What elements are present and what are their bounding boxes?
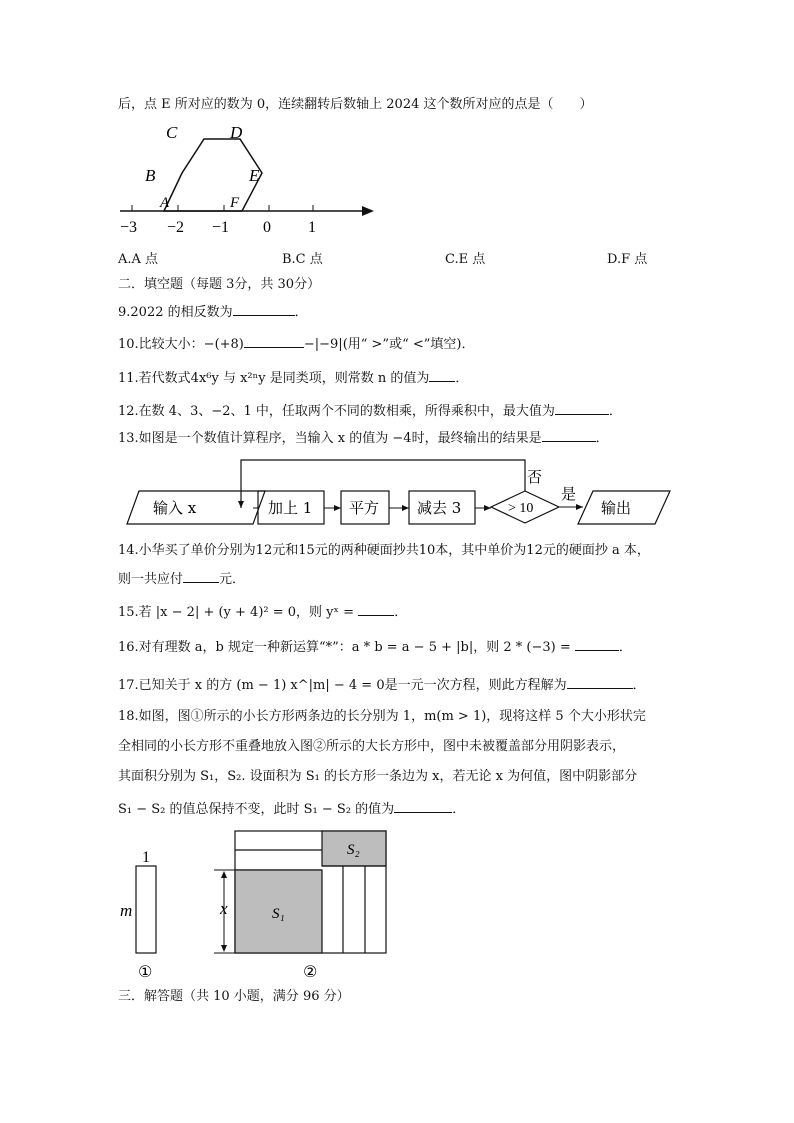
option-d: D.F 点 — [607, 252, 648, 267]
flow-no: 否 — [527, 468, 543, 486]
q11: 11.若代数式4x⁶y 与 x²ⁿy 是同类项，则常数 n 的值为 ． — [118, 371, 469, 386]
flow-output: 输出 — [601, 499, 632, 517]
q18-line1: 18.如图，图①所示的小长方形两条边的长分别为 1，m(m > 1)，现将这样 5 个大小形状完 — [118, 709, 646, 724]
label-B: B — [145, 166, 156, 185]
section-3-heading: 三．解答题（共 10 小题，满分 96 分） — [118, 989, 350, 1004]
flow-cond: > 10 — [508, 501, 534, 516]
hexagon-number-line-figure — [112, 118, 382, 238]
tick-0: 0 — [263, 219, 271, 236]
q16: 16.对有理数 a，b 规定一种新运算“*”：a * b = a − 5 + |b|，则 2 * (−3) = ． — [118, 640, 632, 655]
tick-1: 1 — [308, 219, 316, 236]
tick--3: −3 — [120, 219, 138, 236]
flow-add: 加上 1 — [268, 499, 313, 517]
option-b: B.C 点 — [282, 252, 323, 267]
q10: 10.比较大小：−(+8) −|−9|(用“ >”或“ <”填空)． — [118, 337, 475, 352]
q8-text: 后，点 E 所对应的数为 0，连续翻转后数轴上 2024 这个数所对应的点是（ ） — [118, 97, 593, 112]
fig-caption-1: ① — [138, 962, 153, 981]
fig-s2: S₂ — [347, 842, 360, 858]
fig-x: x — [220, 899, 228, 918]
tick--2: −2 — [167, 219, 185, 236]
option-a: A.A 点 — [118, 252, 159, 267]
q14-line2: 则一共应付 元． — [118, 572, 246, 587]
fig-one: 1 — [142, 849, 150, 866]
flow-sub: 减去 3 — [417, 499, 462, 517]
flow-square: 平方 — [349, 499, 380, 517]
q18-line2: 全相同的小长方形不重叠地放入图②所示的大长方形中，图中未被覆盖部分用阴影表示， — [118, 739, 626, 754]
label-E: E — [249, 166, 260, 185]
label-F: F — [230, 195, 240, 211]
q9: 9.2022 的相反数为 ． — [118, 305, 308, 320]
q14-line1: 14.小华买了单价分别为12元和15元的两种硬面抄共10本，其中单价为12元的硬面抄 a 本， — [118, 543, 650, 558]
label-D: D — [230, 123, 243, 142]
label-C: C — [166, 123, 178, 142]
option-c: C.E 点 — [445, 252, 486, 267]
q12: 12.在数 4、3、−2、1 中，任取两个不同的数相乘，所得乘积中，最大值为 ． — [118, 404, 622, 419]
rectangle-figures — [110, 826, 400, 986]
q17: 17.已知关于 x 的方 (m − 1) x^|m| − 4 = 0是一元一次方程，则此方程解为 ． — [118, 678, 646, 693]
fig-m: m — [120, 901, 133, 920]
q18-line3: 其面积分别为 S₁，S₂. 设面积为 S₁ 的长方形一条边为 x，若无论 x 为何值，图中阴影部分 — [118, 769, 638, 784]
q13: 13.如图是一个数值计算程序，当输入 x 的值为 −4时，最终输出的结果是 ． — [118, 431, 609, 446]
flowchart — [125, 456, 680, 528]
q15: 15.若 |x − 2| + (y + 4)² = 0，则 yˣ = ． — [118, 605, 408, 620]
flow-yes: 是 — [561, 485, 577, 503]
tick--1: −1 — [212, 219, 230, 236]
fig-s1: S₁ — [272, 906, 285, 922]
fig-caption-2: ② — [303, 962, 318, 981]
section-2-heading: 二．填空题（每题 3分，共 30分） — [118, 277, 321, 292]
flow-input: 输入 x — [153, 499, 197, 517]
q18-line4: S₁ − S₂ 的值总保持不变，此时 S₁ − S₂ 的值为 ． — [118, 802, 466, 817]
label-A: A — [160, 195, 170, 211]
